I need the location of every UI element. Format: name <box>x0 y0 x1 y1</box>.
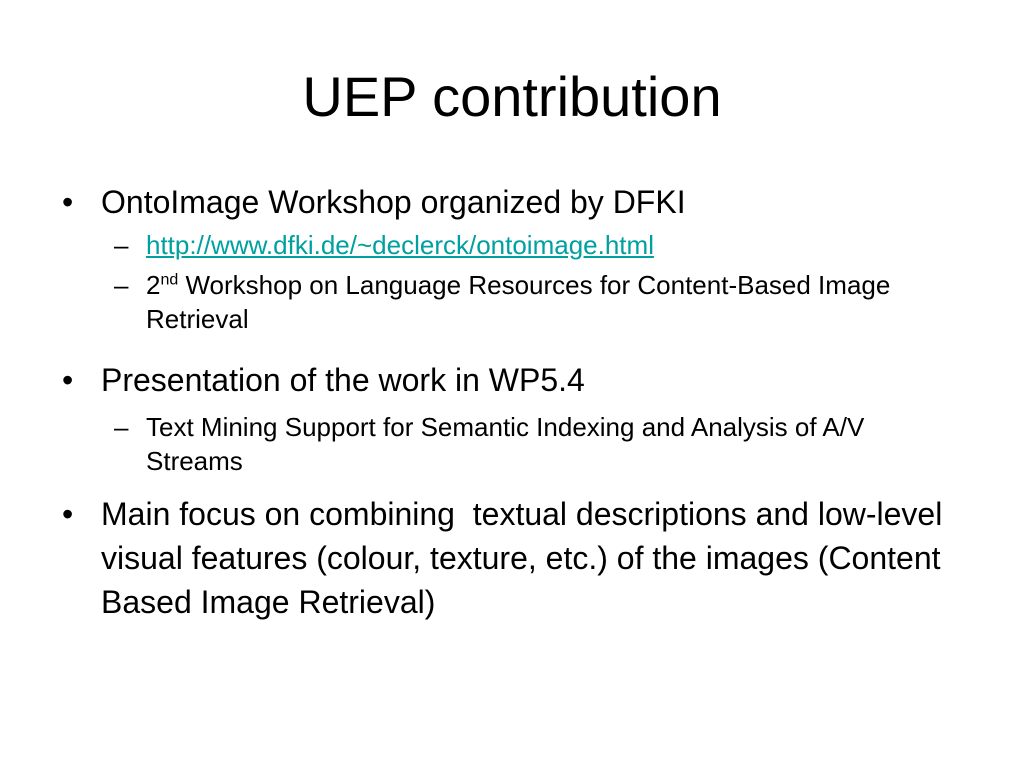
bullet-text: OntoImage Workshop organized by DFKI <box>101 184 686 220</box>
dash-marker: – <box>114 270 129 300</box>
sub-bullet-text: Text Mining Support for Semantic Indexing and Analysis of A/V Streams <box>146 412 865 476</box>
sub-bullet-item <box>62 410 962 478</box>
ordinal-suffix: nd <box>160 271 179 289</box>
dash-marker: – <box>114 412 129 442</box>
bullet-text: Presentation of the work in WP5.4 <box>101 362 585 398</box>
bullet-text: Main focus on combining textual descriptions and low-level visual features (colour, texture, etc.) of the images (Content Based Image Retrieval) <box>101 496 952 620</box>
bullet-item <box>62 180 962 224</box>
bullet-item <box>62 492 962 624</box>
slide-title: UEP contribution <box>302 65 722 128</box>
sub-bullet-item <box>62 228 962 262</box>
bullet-item <box>62 358 962 402</box>
workshop-link[interactable]: http://www.dfki.de/~declerck/ontoimage.html <box>146 230 654 260</box>
bullet-marker: • <box>62 362 74 398</box>
bullet-marker: • <box>62 184 74 220</box>
bullet-marker: • <box>62 496 74 532</box>
sub-bullet-text: Workshop on Language Resources for Content-Based Image Retrieval <box>146 270 891 334</box>
bullet-list <box>62 180 962 624</box>
sub-bullet-item <box>62 268 962 336</box>
ordinal-number: 2 <box>146 270 161 300</box>
dash-marker: – <box>114 230 129 260</box>
